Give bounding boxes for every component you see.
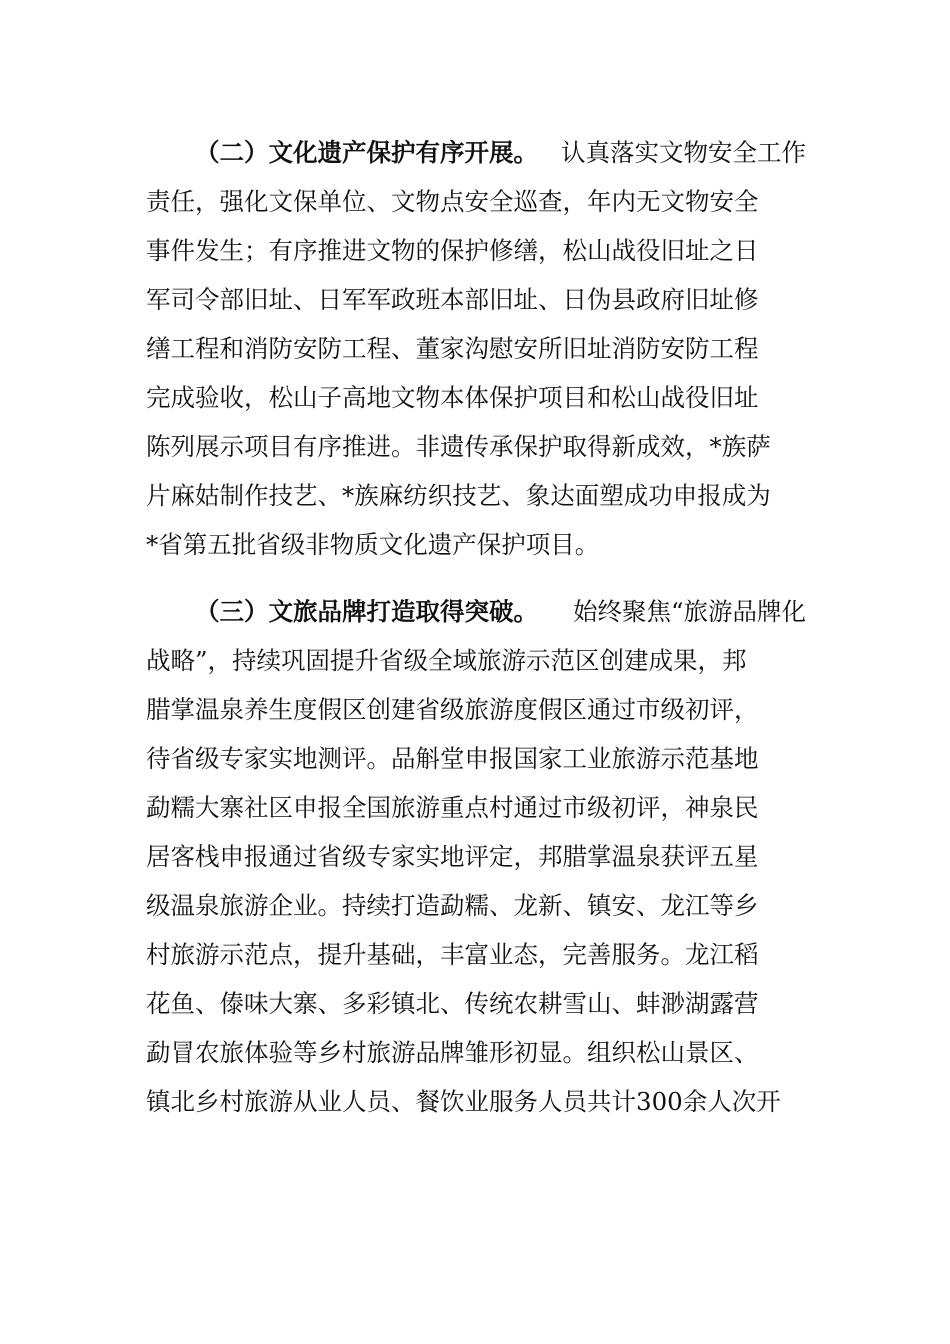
- paragraph-line: 片麻姑制作技艺、*族麻纺织技艺、象达面塑成功申报成为: [146, 481, 771, 510]
- paragraph-line: [146, 128, 806, 178]
- line-text: 始终聚焦“旅游品牌化: [572, 597, 806, 626]
- paragraph-line: [146, 587, 806, 637]
- paragraph-line: 待省级专家实地测评。品斛堂申报国家工业旅游示范基地: [146, 744, 759, 773]
- paragraph-line: 缮工程和消防安防工程、董家沟慰安所旧址消防安防工程: [146, 334, 759, 363]
- paragraph-line: 勐糯大寨社区申报全国旅游重点村通过市级初评，神泉民: [146, 793, 759, 822]
- line-text: 认真落实文物安全工作: [561, 138, 806, 167]
- paragraph-line: 居客栈申报通过省级专家实地评定，邦腊掌温泉获评五星: [146, 842, 759, 871]
- section-heading: （三）文旅品牌打造取得突破。: [195, 597, 538, 626]
- paragraph-line: 陈列展示项目有序推进。非遗传承保护取得新成效，*族萨: [146, 432, 771, 461]
- paragraph-line: 完成验收，松山子高地文物本体保护项目和松山战役旧址: [146, 383, 759, 412]
- paragraph-line: 腊掌温泉养生度假区创建省级旅游度假区通过市级初评，: [146, 695, 759, 724]
- paragraph-line: 花鱼、傣味大寨、多彩镇北、传统农耕雪山、蚌渺湖露营: [146, 989, 759, 1018]
- paragraph-line: *省第五批省级非物质文化遗产保护项目。: [146, 530, 600, 559]
- paragraph-line: 责任，强化文保单位、文物点安全巡查，年内无文物安全: [146, 187, 759, 216]
- paragraph-line: 镇北乡村旅游从业人员、餐饮业服务人员共计300余人次开: [146, 1087, 781, 1116]
- paragraph-line: 村旅游示范点，提升基础，丰富业态，完善服务。龙江稻: [146, 940, 759, 969]
- paragraph-line: 军司令部旧址、日军军政班本部旧址、日伪县政府旧址修: [146, 285, 759, 314]
- paragraph-line: 战略”，持续巩固提升省级全域旅游示范区创建成果，邦: [146, 646, 747, 675]
- paragraph-line: 级温泉旅游企业。持续打造勐糯、龙新、镇安、龙江等乡: [146, 891, 759, 920]
- paragraph-line: 事件发生；有序推进文物的保护修缮，松山战役旧址之日: [146, 236, 759, 265]
- paragraph-line: 勐冒农旅体验等乡村旅游品牌雏形初显。组织松山景区、: [146, 1038, 759, 1067]
- section-heading: （二）文化遗产保护有序开展。: [195, 138, 538, 167]
